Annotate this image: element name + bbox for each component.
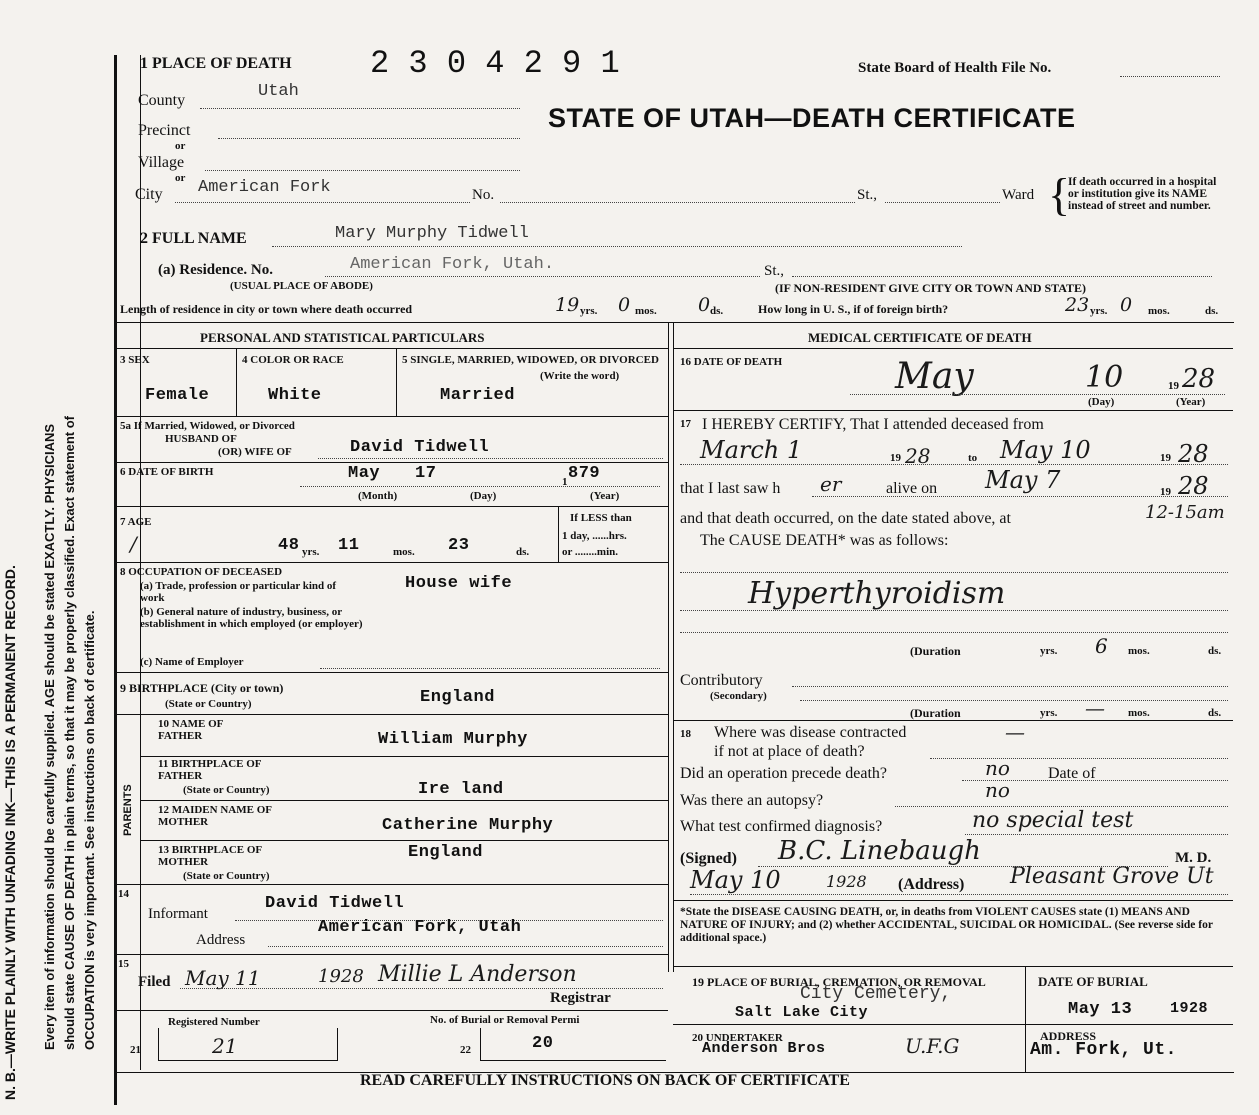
cause-value: Hyperthyroidism (748, 576, 1006, 611)
mother-birthplace-label: 13 BIRTHPLACE OF MOTHER (158, 844, 262, 868)
father-label: 10 NAME OF FATHER (158, 718, 223, 742)
to-year: 28 (1178, 440, 1209, 468)
ward-label: Ward (1002, 187, 1035, 203)
spouse-label-1: 5a If Married, Widowed, or Divorced (120, 420, 295, 432)
marital-note: (Write the word) (540, 370, 620, 382)
or-1: or (175, 140, 186, 152)
cause-text: The CAUSE DEATH* was as follows: (700, 532, 949, 549)
burial-place-2: Salt Lake City (735, 1004, 869, 1021)
burial-date: May 13 (1068, 1000, 1133, 1019)
occupation-b: (b) General nature of industry, business, or establishment in which employed (or employer) (140, 606, 363, 630)
signed-date: May 10 (690, 866, 781, 894)
no-label: No. (472, 187, 495, 203)
center-divider (668, 322, 669, 972)
birthplace-value: England (420, 688, 495, 707)
contributory-label: Contributory (680, 672, 763, 689)
personal-header: PERSONAL AND STATISTICAL PARTICULARS (200, 330, 485, 345)
length-mos: 0 (618, 294, 631, 316)
to-date: May 10 (1000, 436, 1091, 464)
less-than-2: 1 day, ......hrs. (562, 530, 627, 542)
less-than-3: or ........min. (562, 546, 619, 558)
race-value: White (268, 386, 322, 405)
registrar-signature: Millie L Anderson (378, 962, 577, 987)
state-file-label: State Board of Health File No. (858, 60, 1052, 76)
undertaker-address-label: ADDRESS (1040, 1029, 1097, 1043)
filed-date: May 11 (185, 966, 261, 990)
precinct-label: Precinct (138, 122, 191, 139)
burial-year: 1928 (1170, 1000, 1209, 1017)
physician-signature: B.C. Linebaugh (778, 836, 981, 866)
mother-value: Catherine Murphy (382, 816, 554, 835)
signed-label: (Signed) (680, 850, 737, 867)
birthplace-label: 9 BIRTHPLACE (City or town) (120, 681, 284, 695)
dob-year: 879 (568, 464, 601, 483)
side-note-cause: should state CAUSE OF DEATH in plain terms, so that it may be properly classified. Exact statement of (62, 415, 77, 1050)
operation-answer: no (985, 756, 1010, 780)
county-value: Utah (258, 82, 299, 101)
marital-label: 5 SINGLE, MARRIED, WIDOWED, OR DIVORCED (402, 354, 659, 366)
alive-year: 28 (1178, 472, 1209, 500)
occupation-a: (a) Trade, profession or particular kind of work (140, 580, 337, 604)
undertaker-address: Am. Fork, Ut. (1030, 1040, 1177, 1060)
residence-st-label: St., (764, 263, 785, 279)
mother-birthplace-value: England (408, 843, 483, 862)
filed-label: Filed (138, 974, 171, 990)
registered-number-value: 21 (212, 1034, 238, 1058)
informant-address-label: Address (196, 932, 246, 948)
registered-number-box (158, 1028, 338, 1061)
mother-label: 12 MAIDEN NAME OF MOTHER (158, 804, 272, 828)
dod-label: 16 DATE OF DEATH (680, 356, 783, 368)
informant-label: Informant (148, 906, 208, 922)
side-note-info: Every item of information should be carefully supplied. AGE should be stated EXACTLY. PHYSICIANS (42, 423, 57, 1050)
autopsy-text: Was there an autopsy? (680, 792, 824, 809)
age-check: / (130, 532, 137, 556)
registered-number-label: Registered Number (168, 1016, 260, 1028)
county-label: County (138, 92, 186, 109)
undertaker-label: 20 UNDERTAKER (692, 1032, 783, 1044)
dod-day: 10 (1085, 360, 1124, 395)
village-label: Village (138, 154, 185, 171)
full-name-label: 2 FULL NAME (140, 230, 247, 247)
burial-permit-label: No. of Burial or Removal Permi (430, 1014, 580, 1026)
nonresident-note: (IF NON-RESIDENT GIVE CITY OR TOWN AND STATE) (775, 281, 1087, 295)
race-label: 4 COLOR OR RACE (242, 354, 344, 366)
bottom-instructions: READ CAREFULLY INSTRUCTIONS ON BACK OF CERTIFICATE (360, 1072, 850, 1089)
last-saw-text: that I last saw h (680, 480, 781, 497)
full-name-value: Mary Murphy Tidwell (335, 224, 529, 243)
physician-address: Pleasant Grove Ut (1010, 864, 1214, 889)
age-yrs: 48 (278, 536, 300, 555)
city-label: City (135, 186, 163, 203)
certificate-title: STATE OF UTAH—DEATH CERTIFICATE (548, 103, 1076, 133)
us-label: How long in U. S., if of foreign birth? (758, 302, 949, 316)
physician-address-label: (Address) (898, 876, 965, 893)
test-text: What test confirmed diagnosis? (680, 818, 883, 835)
dod-month: May (895, 356, 974, 397)
q18-text-1: Where was disease contracted (714, 724, 907, 741)
filed-year: 1928 (318, 966, 364, 987)
death-time: 12-15am (1145, 502, 1225, 523)
burial-place-label: 19 PLACE OF BURIAL, CREMATION, OR REMOVAL (692, 975, 986, 989)
medical-header: MEDICAL CERTIFICATE OF DEATH (808, 330, 1032, 345)
cause-footnote: *State the DISEASE CAUSING DEATH, or, in deaths from VIOLENT CAUSES state (1) MEANS AND NATURE OF INJURY; and (2) whether ACCIDENTAL, SUICIDAL OR HOMICIDAL. (See reverse side for additional space.) (680, 906, 1213, 944)
length-ds: 0 (698, 294, 711, 316)
length-yrs: 19 (555, 294, 580, 316)
informant-value: David Tidwell (265, 894, 405, 913)
residence-label: (a) Residence. No. (158, 262, 273, 278)
left-border (114, 55, 117, 1105)
q18-text-2: if not at place of death? (714, 743, 865, 760)
burial-number-value: 20 (532, 1034, 554, 1053)
death-occurred-text: and that death occurred, on the date stated above, at (680, 510, 1011, 527)
last-saw-pronoun: er (820, 472, 842, 496)
ward-note: If death occurred in a hospital or institution give its NAME instead of street and number. (1068, 176, 1217, 212)
from-date: March 1 (700, 436, 803, 464)
us-yrs: 23 (1065, 294, 1090, 316)
father-value: William Murphy (378, 730, 528, 749)
dod-year: 28 (1182, 364, 1216, 394)
sex-label: 3 SEX (120, 354, 150, 366)
spouse-label-2: HUSBAND OF (165, 433, 237, 445)
duration-mos: 6 (1095, 634, 1108, 658)
age-mos: 11 (338, 536, 360, 555)
father-birthplace-label: 11 BIRTHPLACE OF FATHER (158, 758, 262, 782)
side-note-occupation: OCCUPATION is very important. See instructions on back of certificate. (82, 610, 97, 1050)
father-birthplace-value: Ire land (418, 780, 504, 799)
spouse-label-3: (OR) WIFE OF (218, 446, 292, 458)
registrar-label: Registrar (550, 990, 611, 1006)
burial-place-1: City Cemetery, (800, 984, 952, 1004)
age-label: 7 AGE (120, 516, 152, 528)
alive-label: alive on (886, 480, 938, 497)
file-number: 2 3 0 4 2 9 1 (370, 45, 620, 82)
age-ds: 23 (448, 536, 470, 555)
alive-date: May 7 (985, 466, 1061, 494)
residence-sub: (USUAL PLACE OF ABODE) (230, 280, 373, 292)
operation-text: Did an operation precede death? (680, 765, 888, 782)
city-value: American Fork (198, 178, 331, 197)
residence-value: American Fork, Utah. (350, 255, 555, 274)
place-of-death-label: 1 PLACE OF DEATH (140, 55, 292, 72)
undertaker-signature: U.F.G (905, 1034, 960, 1058)
informant-address: American Fork, Utah (318, 918, 522, 937)
autopsy-answer: no (985, 778, 1010, 802)
us-mos: 0 (1120, 294, 1133, 316)
marital-value: Married (440, 386, 515, 405)
occupation-label: 8 OCCUPATION OF DECEASED (120, 566, 283, 578)
ward-brace: { (1048, 169, 1071, 220)
dob-label: 6 DATE OF BIRTH (120, 466, 214, 478)
occupation-value: House wife (405, 574, 513, 593)
dob-day: 17 (415, 464, 437, 483)
test-answer: no special test (972, 808, 1134, 833)
side-note-ink: N. B.—WRITE PLAINLY WITH UNFADING INK—THIS IS A PERMANENT RECORD. (2, 565, 18, 1100)
q18-answer: — (1005, 720, 1025, 744)
burial-number-box (480, 1028, 666, 1061)
burial-date-label: DATE OF BURIAL (1038, 974, 1148, 989)
sex-value: Female (145, 386, 210, 405)
parents-label: PARENTS (122, 784, 134, 836)
from-year: 28 (905, 444, 931, 468)
signed-year: 1928 (826, 872, 867, 891)
occupation-c: (c) Name of Employer (140, 656, 244, 668)
spouse-value: David Tidwell (350, 438, 490, 457)
or-2: or (175, 172, 186, 184)
st-label: St., (857, 187, 878, 203)
birthplace-sub: (State or Country) (165, 698, 252, 710)
less-than-1: If LESS than (570, 512, 632, 524)
dob-month: May (348, 464, 381, 483)
undertaker-value: Anderson Bros (702, 1040, 826, 1057)
length-label: Length of residence in city or town where death occurred (120, 302, 413, 316)
certify-text: I HEREBY CERTIFY, That I attended deceased from (702, 416, 1044, 433)
